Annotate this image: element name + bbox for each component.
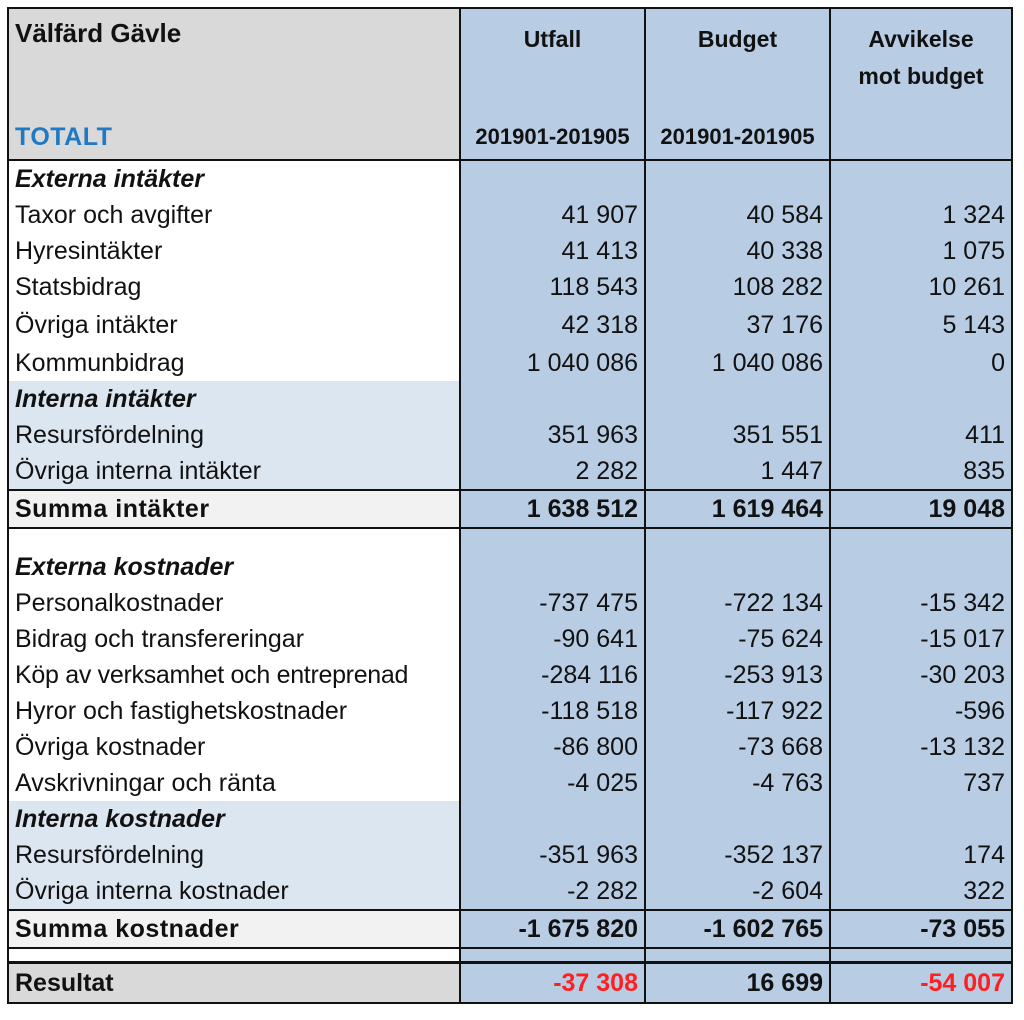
cell-budget: 108 282 bbox=[645, 269, 830, 305]
cell-avvikelse: 411 bbox=[830, 417, 1012, 453]
cell-budget: 40 584 bbox=[645, 197, 830, 233]
table-row bbox=[8, 269, 1012, 305]
cell-budget: 351 551 bbox=[645, 417, 830, 453]
cell-budget: 1 447 bbox=[645, 453, 830, 490]
cell-budget: 37 176 bbox=[645, 305, 830, 345]
summa-intakter-label: Summa intäkter bbox=[8, 490, 460, 528]
cell-budget: 1 040 086 bbox=[645, 345, 830, 381]
summa-intakter-utfall: 1 638 512 bbox=[460, 490, 645, 528]
cell-avvikelse: 174 bbox=[830, 837, 1012, 873]
row-label: Övriga interna intäkter bbox=[8, 453, 460, 490]
cell-budget: 40 338 bbox=[645, 233, 830, 269]
row-label: Bidrag och transfereringar bbox=[15, 625, 305, 653]
cell-avvikelse: 0 bbox=[830, 345, 1012, 381]
summa-kostnader-row bbox=[8, 910, 1012, 948]
table-row bbox=[8, 765, 1012, 801]
cell-avvikelse: -30 203 bbox=[830, 657, 1012, 693]
col-utfall-label: Utfall bbox=[523, 26, 582, 52]
section-label: Interna intäkter bbox=[8, 381, 460, 417]
row-label: Övriga interna kostnader bbox=[8, 873, 460, 910]
table-row bbox=[8, 345, 1012, 381]
org-title: Välfärd Gävle bbox=[15, 18, 182, 48]
resultat-label: Resultat bbox=[8, 963, 460, 1004]
header-budget bbox=[645, 8, 830, 160]
cell-utfall: -86 800 bbox=[460, 729, 645, 765]
cell-budget: -253 913 bbox=[645, 657, 830, 693]
section-row bbox=[8, 160, 1012, 197]
cell-utfall: 2 282 bbox=[460, 453, 645, 490]
row-label: Resursfördelning bbox=[8, 417, 460, 453]
table-row bbox=[8, 837, 1012, 873]
table-row bbox=[8, 585, 1012, 621]
cell-avvikelse: 737 bbox=[830, 765, 1012, 801]
budget-table-container bbox=[7, 7, 1013, 1004]
spacer-row bbox=[8, 528, 1012, 549]
col-avvikelse-line2: mot budget bbox=[858, 63, 984, 89]
resultat-budget: 16 699 bbox=[645, 963, 830, 1004]
row-label: Statsbidrag bbox=[15, 273, 142, 301]
section-row bbox=[8, 549, 1012, 585]
scope-label: TOTALT bbox=[15, 123, 113, 151]
summa-kostnader-utfall: -1 675 820 bbox=[460, 910, 645, 948]
cell-utfall: -284 116 bbox=[460, 657, 645, 693]
row-label: Övriga kostnader bbox=[15, 733, 206, 761]
col-budget-label: Budget bbox=[697, 26, 778, 52]
table-row bbox=[8, 657, 1012, 693]
period-utfall: 201901-201905 bbox=[475, 124, 630, 149]
cell-budget: -4 763 bbox=[645, 765, 830, 801]
summa-kostnader-label: Summa kostnader bbox=[8, 910, 460, 948]
cell-utfall: 1 040 086 bbox=[460, 345, 645, 381]
row-label: Resursfördelning bbox=[8, 837, 460, 873]
table-row bbox=[8, 453, 1012, 490]
row-label: Kommunbidrag bbox=[15, 349, 185, 377]
row-label: Övriga intäkter bbox=[15, 311, 178, 339]
col-avvikelse-line1: Avvikelse bbox=[868, 26, 974, 52]
table-row bbox=[8, 873, 1012, 910]
cell-avvikelse: 835 bbox=[830, 453, 1012, 490]
cell-utfall: -737 475 bbox=[460, 585, 645, 621]
section-row bbox=[8, 801, 1012, 837]
row-label: Personalkostnader bbox=[15, 589, 224, 617]
cell-budget: -352 137 bbox=[645, 837, 830, 873]
cell-budget: -2 604 bbox=[645, 873, 830, 910]
cell-avvikelse: 1 075 bbox=[830, 233, 1012, 269]
cell-budget: -73 668 bbox=[645, 729, 830, 765]
cell-avvikelse: 5 143 bbox=[830, 305, 1012, 345]
section-label: Externa kostnader bbox=[15, 553, 234, 581]
row-label: Hyror och fastighetskostnader bbox=[15, 697, 348, 725]
table-row bbox=[8, 233, 1012, 269]
spacer-row bbox=[8, 948, 1012, 963]
table-row bbox=[8, 729, 1012, 765]
cell-avvikelse: -15 017 bbox=[830, 621, 1012, 657]
table-row bbox=[8, 621, 1012, 657]
cell-utfall: 42 318 bbox=[460, 305, 645, 345]
cell-avvikelse: 322 bbox=[830, 873, 1012, 910]
cell-utfall: 41 413 bbox=[460, 233, 645, 269]
row-label: Hyresintäkter bbox=[15, 237, 163, 265]
header-title-cell bbox=[8, 8, 460, 160]
cell-utfall: -90 641 bbox=[460, 621, 645, 657]
cell-utfall: -4 025 bbox=[460, 765, 645, 801]
cell-budget: -117 922 bbox=[645, 693, 830, 729]
budget-table bbox=[7, 7, 1013, 1004]
cell-avvikelse: -13 132 bbox=[830, 729, 1012, 765]
summa-kostnader-avvikelse: -73 055 bbox=[830, 910, 1012, 948]
cell-avvikelse: 1 324 bbox=[830, 197, 1012, 233]
table-row bbox=[8, 693, 1012, 729]
section-label: Interna kostnader bbox=[8, 801, 460, 837]
table-row bbox=[8, 197, 1012, 233]
summa-intakter-budget: 1 619 464 bbox=[645, 490, 830, 528]
resultat-row bbox=[8, 963, 1012, 1004]
cell-avvikelse: -596 bbox=[830, 693, 1012, 729]
row-label: Köp av verksamhet och entreprenad bbox=[15, 661, 409, 689]
row-label: Taxor och avgifter bbox=[15, 201, 213, 229]
cell-utfall: 351 963 bbox=[460, 417, 645, 453]
table-row bbox=[8, 417, 1012, 453]
cell-utfall: -2 282 bbox=[460, 873, 645, 910]
cell-avvikelse: -15 342 bbox=[830, 585, 1012, 621]
cell-budget: -75 624 bbox=[645, 621, 830, 657]
resultat-utfall: -37 308 bbox=[460, 963, 645, 1004]
row-label: Avskrivningar och ränta bbox=[15, 769, 276, 797]
header-avvikelse bbox=[830, 8, 1012, 160]
resultat-avvikelse: -54 007 bbox=[830, 963, 1012, 1004]
period-budget: 201901-201905 bbox=[660, 124, 815, 149]
cell-utfall: -351 963 bbox=[460, 837, 645, 873]
cell-budget: -722 134 bbox=[645, 585, 830, 621]
summa-intakter-row bbox=[8, 490, 1012, 528]
summa-kostnader-budget: -1 602 765 bbox=[645, 910, 830, 948]
cell-utfall: 118 543 bbox=[460, 269, 645, 305]
section-row bbox=[8, 381, 1012, 417]
header-row bbox=[8, 8, 1012, 160]
summa-intakter-avvikelse: 19 048 bbox=[830, 490, 1012, 528]
section-label: Externa intäkter bbox=[15, 165, 204, 193]
table-row bbox=[8, 305, 1012, 345]
col-avvikelse-label bbox=[831, 21, 1011, 95]
cell-avvikelse: 10 261 bbox=[830, 269, 1012, 305]
header-utfall bbox=[460, 8, 645, 160]
cell-utfall: 41 907 bbox=[460, 197, 645, 233]
cell-utfall: -118 518 bbox=[460, 693, 645, 729]
